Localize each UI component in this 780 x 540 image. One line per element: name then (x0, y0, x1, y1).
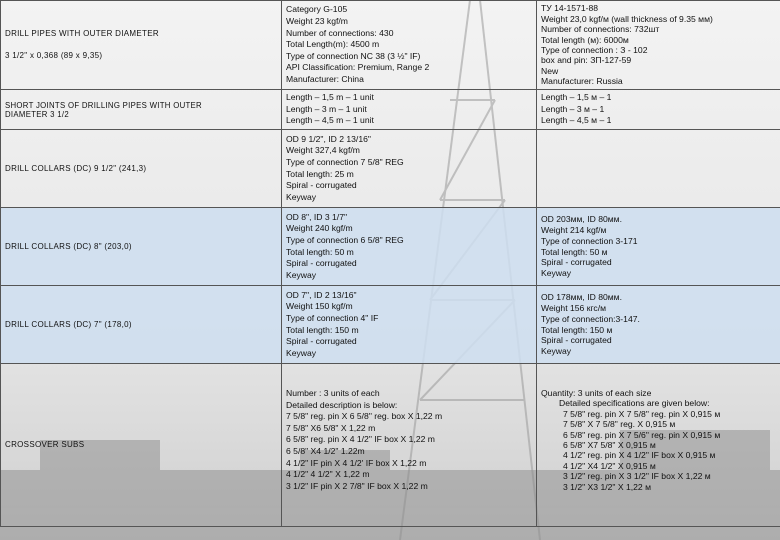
cell-line: Detailed specifications are given below: (559, 398, 710, 409)
cell-line: DRILL COLLARS (DC) 8" (203,0) (5, 241, 132, 251)
spec-cell-russian (537, 90, 780, 130)
cell-line: OD 9 1/2", ID 2 13/16" (286, 133, 371, 144)
cell-line: 6 5/8" reg. pin X 4 1/2" IF box X 1,22 m (286, 434, 435, 445)
cell-line: Manufacturer: Russia (541, 76, 623, 87)
spacer (5, 40, 277, 50)
cell-line: box and pin: ЗП-127-59 (541, 55, 632, 66)
cell-line: 4 1/2" X4 1/2" X 0,915 м (563, 460, 656, 471)
cell-line: Total length: 150 m (286, 324, 359, 335)
cell-line: Total length (м): 6000м (541, 34, 629, 45)
cell-line: Weight 23 kgf/m (286, 16, 348, 27)
spec-cell-english (282, 130, 537, 208)
cell-line: 3 1/2" X3 1/2" X 1,22 м (563, 481, 651, 492)
cell-line: Quantity: 3 units of each size (541, 388, 652, 398)
cell-line: Spiral - corrugated (286, 258, 357, 269)
cell-line: Type of connection 7 5/8" REG (286, 156, 404, 167)
cell-line: Number : 3 units of each (286, 388, 380, 398)
table-row (1, 130, 780, 208)
table-row (1, 286, 780, 364)
spec-cell-russian (537, 364, 780, 527)
cell-line: Total length: 50 m (286, 246, 354, 257)
cell-line: Spiral - corrugated (541, 335, 612, 346)
spec-cell-english (282, 90, 537, 130)
cell-line: Spiral - corrugated (286, 180, 357, 191)
cell-line: Type of connection 6 5/8" REG (286, 234, 404, 245)
cell-line: Keyway (541, 346, 572, 357)
cell-line: Spiral - corrugated (541, 257, 612, 268)
cell-line: Length – 3 m – 1 unit (286, 103, 367, 114)
cell-line: Total length: 50 м (541, 246, 608, 257)
cell-line: Weight 214 kgf/м (541, 224, 607, 235)
cell-line: 6 5/8" reg. pin X 7 5/6" reg. pin X 0,915 м (563, 429, 721, 440)
spec-cell-english (282, 286, 537, 364)
cell-line: Spiral - corrugated (286, 336, 357, 347)
cell-line: 7 5/8" X 7 5/8" reg. X 0,915 м (563, 419, 676, 430)
cell-line: Number of connections: 430 (286, 27, 394, 38)
spec-cell-english (282, 208, 537, 286)
cell-line: Length – 4,5 м – 1 (541, 115, 612, 126)
cell-line: Total Length(m): 4500 m (286, 39, 380, 50)
cell-line: Keyway (541, 268, 572, 279)
spec-cell-russian (537, 208, 780, 286)
cell-line: SHORT JOINTS OF DRILLING PIPES WITH OUTER (5, 100, 202, 110)
cell-line: DRILL PIPES WITH OUTER DIAMETER (5, 29, 159, 39)
cell-line: Total length: 25 m (286, 168, 354, 179)
cell-line: Manufacturer: China (286, 73, 364, 84)
cell-line: DIAMETER 3 1/2 (5, 109, 69, 119)
item-name-cell (1, 130, 282, 208)
cell-line: Type of connection : З - 102 (541, 45, 648, 55)
cell-line: OD 203мм, ID 80мм. (541, 214, 622, 225)
cell-line: Weight 327,4 kgf/m (286, 145, 360, 156)
cell-line: 4 1/2" reg. pin X 4 1/2" IF box X 0,915 м (563, 450, 716, 461)
cell-line: Keyway (286, 191, 317, 202)
cell-line: Length – 4,5 m – 1 unit (286, 115, 374, 126)
cell-line: 7 5/8" X6 5/8" X 1,22 m (286, 422, 376, 433)
cell-line: Length – 1,5 m – 1 unit (286, 92, 374, 103)
cell-line: Weight 156 кгс/м (541, 302, 607, 313)
cell-line: 3 1/2" IF pin X 2 7/8" IF box X 1,22 m (286, 480, 428, 491)
cell-line: Length – 3 м – 1 (541, 103, 605, 114)
table-row (1, 364, 780, 527)
cell-line: ТУ 14-1571-88 (541, 3, 599, 14)
cell-line: 4 1/2" 4 1/2" X 1,22 m (286, 469, 370, 480)
cell-line: Keyway (286, 269, 317, 280)
cell-line: Weight 150 kgf/m (286, 301, 353, 312)
item-name-cell (1, 1, 282, 90)
cell-line: CROSSOVER SUBS (5, 440, 85, 450)
item-name-cell (1, 208, 282, 286)
spec-cell-english (282, 364, 537, 527)
cell-line: Detailed description is below: (286, 399, 398, 410)
cell-line: Type of connection NC 38 (3 ½" IF) (286, 50, 421, 61)
table-row (1, 208, 780, 286)
cell-line: OD 178мм, ID 80мм. (541, 292, 622, 303)
cell-line: Category G-105 (286, 4, 348, 15)
cell-line: Type of connection:3-147. (541, 313, 640, 324)
item-name-cell (1, 90, 282, 130)
cell-line: Weight 23,0 kgf/м (wall thickness of 9.35 мм) (541, 13, 713, 24)
cell-line: Length – 1,5 м – 1 (541, 92, 612, 102)
spec-cell-russian (537, 1, 780, 90)
cell-line: 4 1/2" IF pin X 4 1/2' IF box X 1,22 m (286, 457, 427, 468)
spec-cell-russian (537, 286, 780, 364)
cell-line: 7 5/8" reg. pin X 7 5/8" reg. pin X 0,915 м (563, 408, 721, 419)
cell-line: 3 1/2" reg. pin X 3 1/2" IF box X 1,22 м (563, 471, 711, 482)
item-name-cell (1, 286, 282, 364)
cell-line: 7 5/8" reg. pin X 6 5/8" reg. box X 1,22 m (286, 411, 443, 422)
cell-line: New (541, 65, 559, 76)
cell-line: Number of connections: 732шт (541, 24, 660, 35)
cell-line: 6 5/8" X4 1/2" 1.22m (286, 445, 365, 456)
cell-line: Type of connection 4" IF (286, 312, 379, 323)
spec-cell-english (282, 1, 537, 90)
item-name-cell (1, 364, 282, 527)
cell-line: API Classification: Premium, Range 2 (286, 62, 430, 73)
cell-line: OD 7", ID 2 13/16" (286, 289, 357, 300)
cell-line: DRILL COLLARS (DC) 7" (178,0) (5, 319, 132, 329)
cell-line: OD 8", ID 3 1/7" (286, 211, 348, 222)
cell-line: DRILL COLLARS (DC) 9 1/2" (241,3) (5, 163, 147, 173)
cell-line: Total length: 150 м (541, 324, 613, 335)
cell-line: Type of connection 3-171 (541, 235, 638, 246)
table-row (1, 90, 780, 130)
cell-line: 3 1/2" x 0,368 (89 x 9,35) (5, 51, 103, 60)
cell-line: Keyway (286, 347, 317, 358)
spec-cell-russian-empty (537, 130, 780, 208)
cell-line: 6 5/8" X7 5/8" X 0,915 м (563, 440, 656, 451)
cell-line: Weight 240 kgf/m (286, 223, 353, 234)
table-row (1, 1, 780, 90)
